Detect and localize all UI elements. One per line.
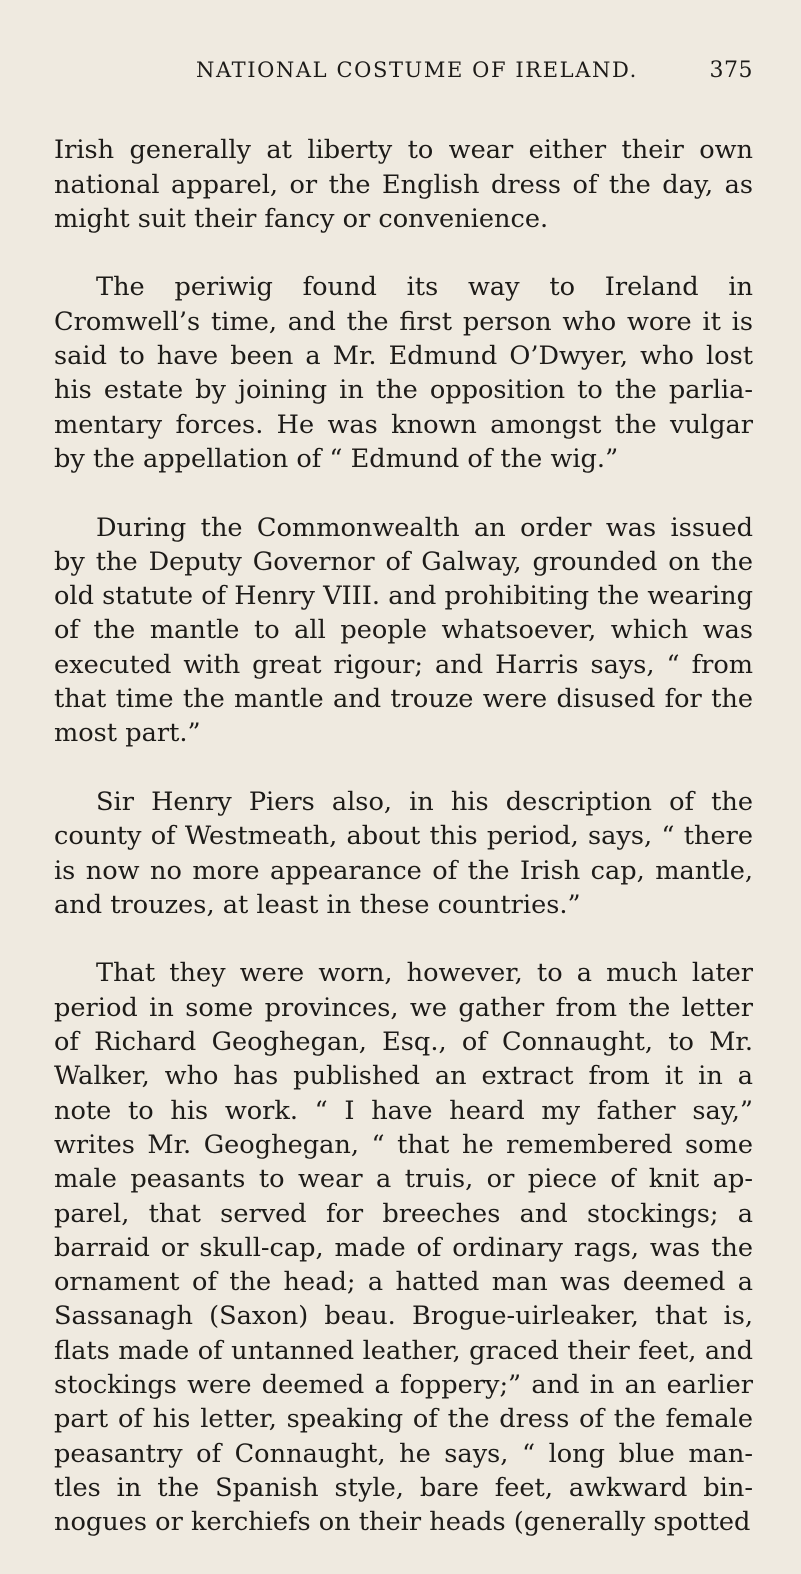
running-head xyxy=(54,58,753,83)
body-text xyxy=(54,99,753,1574)
paragraph-2: The periwig found its way to Ireland in Cromwell’s time, and the first person who wore it is said to have been a Mr. Edmund O’Dwyer, who lost his estate by joining in the opposition to the parlia- mentary forces. He was known amongst the vulgar by the appellation of “ Edmund of the wig.” xyxy=(54,272,753,474)
paragraph-3: During the Commonwealth an order was issued by the Deputy Governor of Galway, grounded on the old statute of Henry VIII. and prohibiting the wearing of the mantle to all people whatsoever, which was executed with great rigour; and Harris says, “ from that time the mantle and trouze were disused for the most part.” xyxy=(54,512,753,749)
paragraph-1: Irish generally at liberty to wear either their own national apparel, or the English dress of the day, as might suit their fancy or convenience. xyxy=(54,135,753,234)
paragraph-5: That they were worn, however, to a much later period in some provinces, we gather from the letter of Richard Geoghegan, Esq., of Connaught, to Mr. Walker, who has published an extract from it in a note to his work. “ I have heard my father say,” writes Mr. Geoghegan, “ that he remembered some male peasants to wear a truis, or piece of knit ap- parel, that served for breeches and stockings; a barraid or skull-cap, made of ordinary rags, was the ornament of the head; a hatted man was deemed a Sassanagh (Saxon) beau. Brogue-uirleaker, that is, flats made of untanned leather, graced their feet, and stockings were deemed a foppery;” and in an earlier part of his letter, speaking of the dress of the female peasantry of Connaught, he says, “ long blue man- tles in the Spanish style, bare feet, awkward bin- nogues or kerchiefs on their heads (generally spotted xyxy=(54,958,753,1538)
paragraph-4: Sir Henry Piers also, in his description of the county of Westmeath, about this period, says, “ there is now no more appearance of the Irish cap, mantle, and trouzes, at least in these countries.” xyxy=(54,786,753,920)
running-title: NATIONAL COSTUME OF IRELAND. xyxy=(196,58,638,82)
page-number: 375 xyxy=(709,58,753,83)
